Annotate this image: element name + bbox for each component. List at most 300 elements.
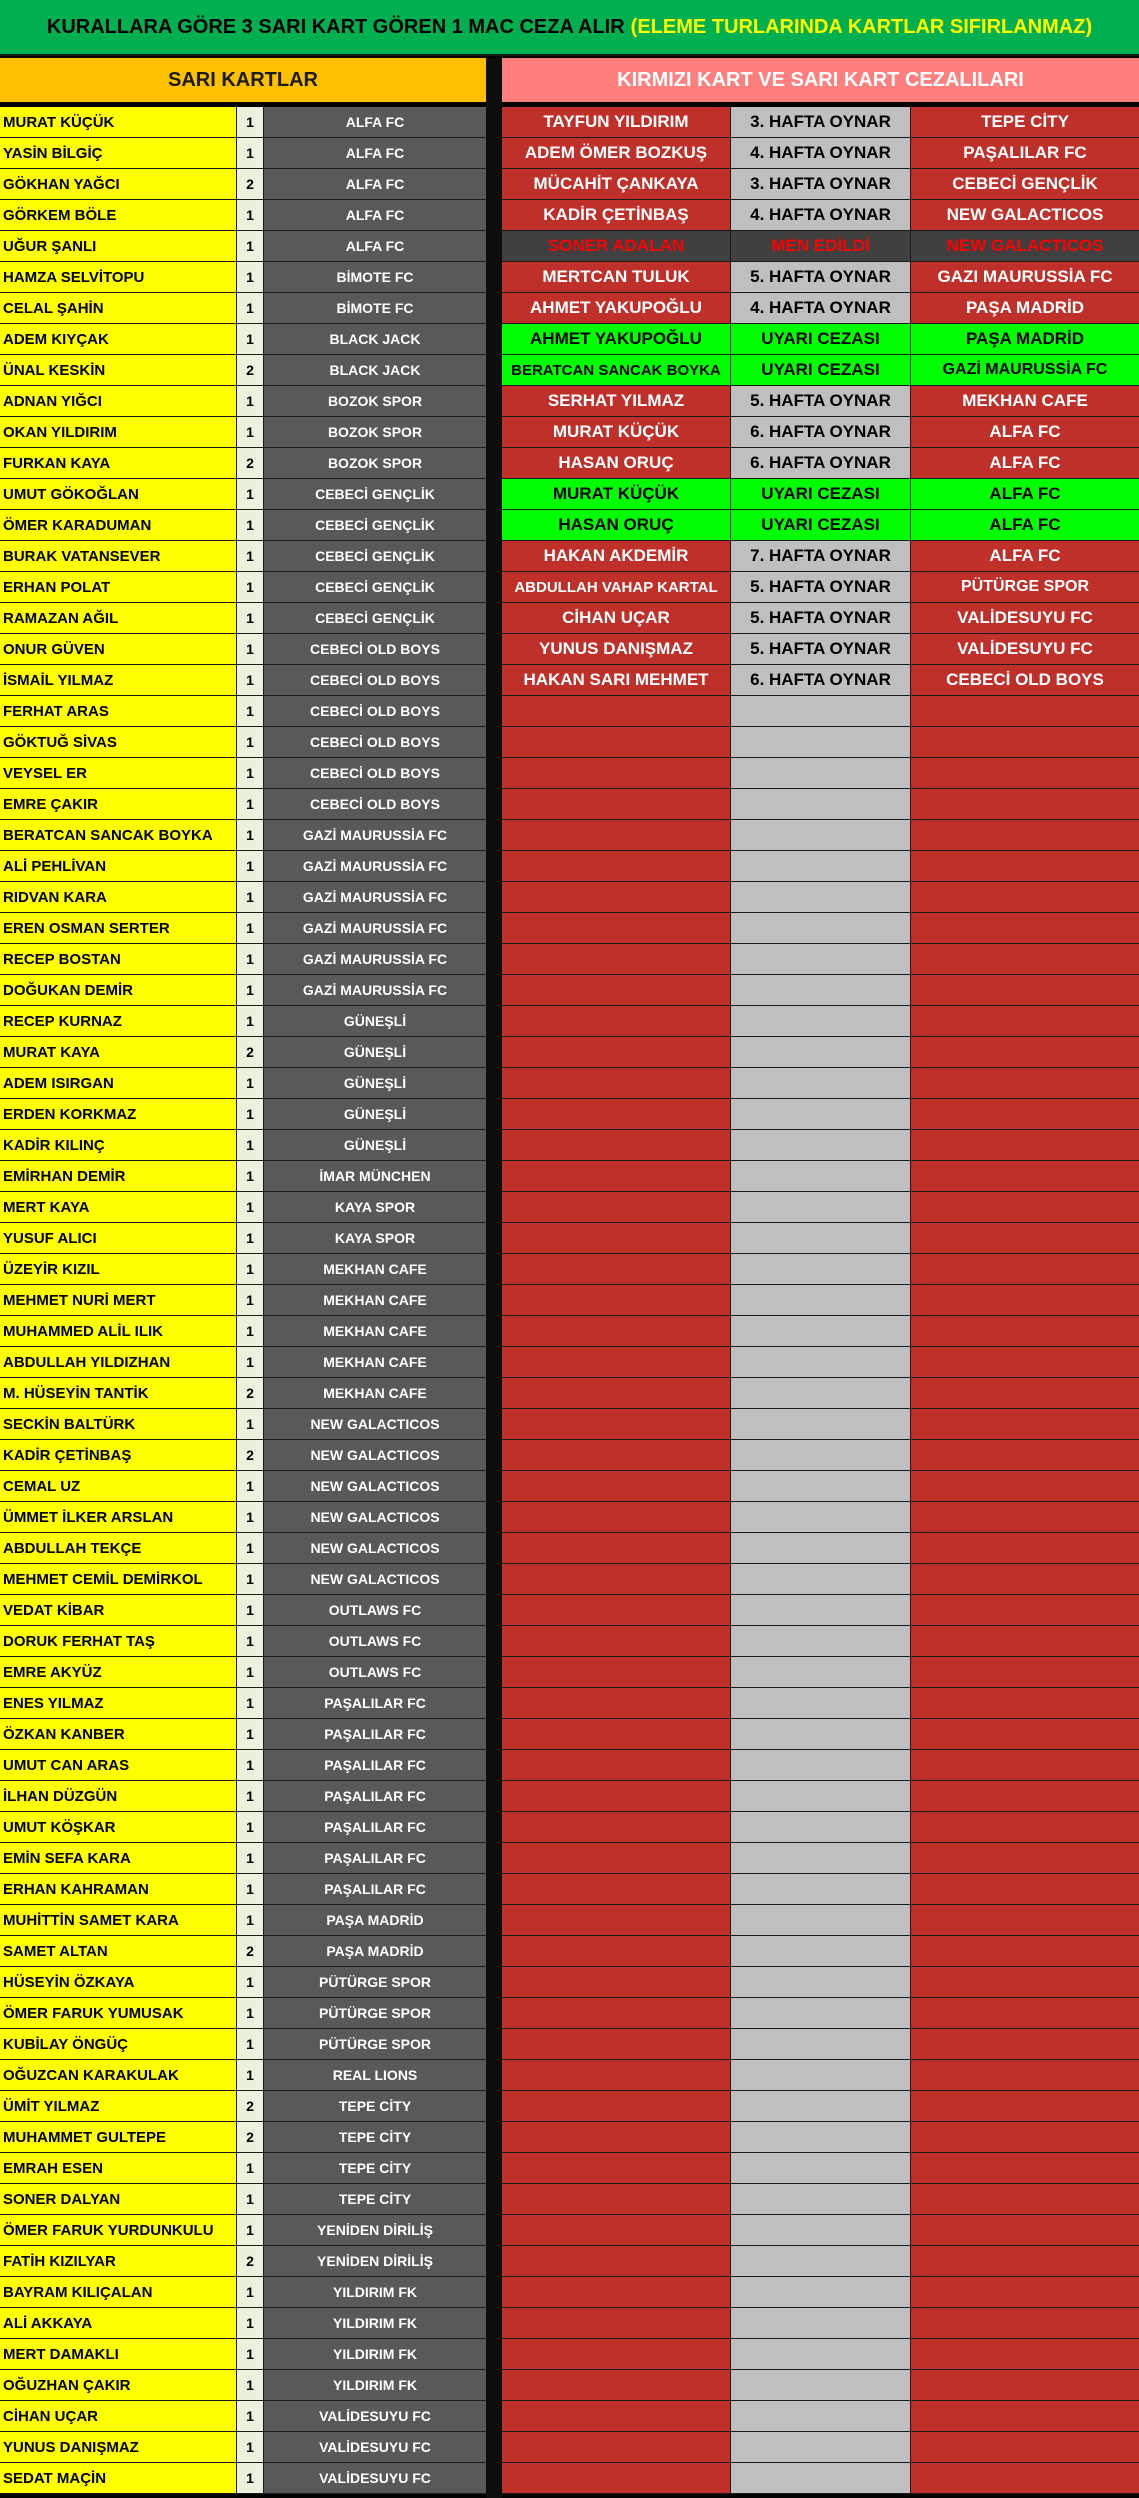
- card-count: 1: [237, 2184, 264, 2214]
- team-name: VALİDESUYU FC: [264, 2432, 486, 2462]
- player-name: ÖMER KARADUMAN: [0, 510, 237, 540]
- card-count: 1: [237, 386, 264, 416]
- player-name: MERT KAYA: [0, 1192, 237, 1222]
- card-count: 2: [237, 169, 264, 199]
- player-name: ÜMİT YILMAZ: [0, 2091, 237, 2121]
- player-name: FURKAN KAYA: [0, 448, 237, 478]
- team-name: PAŞA MADRİD: [264, 1905, 486, 1935]
- team-name: CEBECİ OLD BOYS: [264, 665, 486, 695]
- team-name: VALİDESUYU FC: [264, 2401, 486, 2431]
- empty-cell: [502, 820, 731, 850]
- card-count: 1: [237, 696, 264, 726]
- empty-cell: [731, 2184, 911, 2214]
- team-name: REAL LIONS: [264, 2060, 486, 2090]
- team-name: MEKHAN CAFE: [264, 1254, 486, 1284]
- empty-cell: [731, 789, 911, 819]
- penalized-team: PAŞALILAR FC: [911, 138, 1139, 168]
- empty-cell: [502, 1347, 731, 1377]
- empty-cell: [731, 1874, 911, 1904]
- yellow-card-row: [0, 1936, 486, 1967]
- empty-cell: [911, 1223, 1139, 1253]
- empty-cell: [911, 2432, 1139, 2462]
- empty-cell: [502, 1564, 731, 1594]
- player-name: ALİ PEHLİVAN: [0, 851, 237, 881]
- penalized-player: MÜCAHİT ÇANKAYA: [502, 169, 731, 199]
- card-count: 2: [237, 1037, 264, 1067]
- team-name: ALFA FC: [264, 107, 486, 137]
- card-count: 2: [237, 1378, 264, 1408]
- penalized-team: ALFA FC: [911, 541, 1139, 571]
- empty-cell: [731, 851, 911, 881]
- card-count: 1: [237, 944, 264, 974]
- player-name: GÖKHAN YAĞCI: [0, 169, 237, 199]
- empty-cell: [911, 1905, 1139, 1935]
- empty-cell: [502, 1657, 731, 1687]
- yellow-card-row: [0, 820, 486, 851]
- player-name: ADNAN YIĞCI: [0, 386, 237, 416]
- yellow-card-row: [0, 603, 486, 634]
- player-name: SAMET ALTAN: [0, 1936, 237, 1966]
- penalty-empty-row: [502, 2122, 1139, 2153]
- card-count: 1: [237, 200, 264, 230]
- penalized-player: HASAN ORUÇ: [502, 510, 731, 540]
- penalty-empty-row: [502, 1626, 1139, 1657]
- yellow-card-row: [0, 1130, 486, 1161]
- player-name: ADEM ISIRGAN: [0, 1068, 237, 1098]
- empty-cell: [731, 2153, 911, 2183]
- card-count: 1: [237, 1161, 264, 1191]
- card-count: 1: [237, 1998, 264, 2028]
- empty-cell: [502, 1905, 731, 1935]
- yellow-card-row: [0, 572, 486, 603]
- title-main: KURALLARA GÖRE 3 SARI KART GÖREN 1 MAC CEZA ALIR: [46, 15, 625, 38]
- empty-cell: [502, 1595, 731, 1625]
- empty-cell: [911, 975, 1139, 1005]
- empty-cell: [911, 1316, 1139, 1346]
- empty-cell: [502, 1502, 731, 1532]
- player-name: ÖZKAN KANBER: [0, 1719, 237, 1749]
- empty-cell: [502, 975, 731, 1005]
- yellow-card-row: [0, 510, 486, 541]
- player-name: MEHMET CEMİL DEMİRKOL: [0, 1564, 237, 1594]
- penalized-team: MEKHAN CAFE: [911, 386, 1139, 416]
- penalized-player: AHMET YAKUPOĞLU: [502, 324, 731, 354]
- card-count: 1: [237, 975, 264, 1005]
- player-name: OKAN YILDIRIM: [0, 417, 237, 447]
- empty-cell: [731, 1595, 911, 1625]
- yellow-card-row: [0, 665, 486, 696]
- card-count: 2: [237, 2246, 264, 2276]
- penalty-empty-row: [502, 1843, 1139, 1874]
- player-name: ÖMER FARUK YURDUNKULU: [0, 2215, 237, 2245]
- penalized-player: HASAN ORUÇ: [502, 448, 731, 478]
- player-name: DOĞUKAN DEMİR: [0, 975, 237, 1005]
- team-name: TEPE CİTY: [264, 2184, 486, 2214]
- penalty-empty-row: [502, 2308, 1139, 2339]
- empty-cell: [911, 2122, 1139, 2152]
- team-name: VALİDESUYU FC: [264, 2463, 486, 2493]
- team-name: TEPE CİTY: [264, 2091, 486, 2121]
- penalty-row: [502, 138, 1139, 169]
- card-count: 1: [237, 913, 264, 943]
- empty-cell: [502, 1471, 731, 1501]
- empty-cell: [911, 1657, 1139, 1687]
- team-name: GAZİ MAURUSSİA FC: [264, 975, 486, 1005]
- empty-cell: [731, 1998, 911, 2028]
- player-name: MURAT KÜÇÜK: [0, 107, 237, 137]
- team-name: GÜNEŞLİ: [264, 1099, 486, 1129]
- team-name: CEBECİ GENÇLİK: [264, 603, 486, 633]
- empty-cell: [502, 2122, 731, 2152]
- yellow-card-row: [0, 2215, 486, 2246]
- yellow-card-row: [0, 727, 486, 758]
- team-name: GAZİ MAURUSSİA FC: [264, 820, 486, 850]
- penalized-player: MURAT KÜÇÜK: [502, 417, 731, 447]
- card-count: 1: [237, 727, 264, 757]
- yellow-card-row: [0, 1688, 486, 1719]
- team-name: BLACK JACK: [264, 324, 486, 354]
- team-name: İMAR MÜNCHEN: [264, 1161, 486, 1191]
- empty-cell: [502, 1781, 731, 1811]
- team-name: PAŞALILAR FC: [264, 1781, 486, 1811]
- empty-cell: [502, 696, 731, 726]
- team-name: PAŞALILAR FC: [264, 1874, 486, 1904]
- yellow-card-row: [0, 231, 486, 262]
- penalized-team: PAŞA MADRİD: [911, 293, 1139, 323]
- yellow-card-row: [0, 1657, 486, 1688]
- empty-cell: [502, 2153, 731, 2183]
- empty-cell: [502, 2277, 731, 2307]
- player-name: EREN OSMAN SERTER: [0, 913, 237, 943]
- card-count: 1: [237, 2153, 264, 2183]
- empty-cell: [731, 1223, 911, 1253]
- team-name: ALFA FC: [264, 138, 486, 168]
- empty-cell: [731, 727, 911, 757]
- empty-cell: [731, 1812, 911, 1842]
- empty-cell: [731, 2308, 911, 2338]
- penalty-empty-row: [502, 1905, 1139, 1936]
- empty-cell: [731, 1967, 911, 1997]
- yellow-card-row: [0, 200, 486, 231]
- team-name: PÜTÜRGE SPOR: [264, 1998, 486, 2028]
- penalized-team: PAŞA MADRİD: [911, 324, 1139, 354]
- team-name: KAYA SPOR: [264, 1223, 486, 1253]
- team-name: NEW GALACTICOS: [264, 1471, 486, 1501]
- card-count: 1: [237, 1254, 264, 1284]
- empty-cell: [731, 1657, 911, 1687]
- yellow-card-row: [0, 1533, 486, 1564]
- team-name: YENİDEN DİRİLİŞ: [264, 2246, 486, 2276]
- player-name: EMRE AKYÜZ: [0, 1657, 237, 1687]
- yellow-card-row: [0, 789, 486, 820]
- empty-cell: [502, 1161, 731, 1191]
- empty-cell: [502, 944, 731, 974]
- team-name: PÜTÜRGE SPOR: [264, 2029, 486, 2059]
- penalty-status: UYARI CEZASI: [731, 479, 911, 509]
- player-name: BAYRAM KILIÇALAN: [0, 2277, 237, 2307]
- penalty-status: UYARI CEZASI: [731, 324, 911, 354]
- penalty-status: 6. HAFTA OYNAR: [731, 417, 911, 447]
- player-name: HAMZA SELVİTOPU: [0, 262, 237, 292]
- team-name: BOZOK SPOR: [264, 386, 486, 416]
- empty-cell: [502, 1843, 731, 1873]
- penalty-row: [502, 665, 1139, 696]
- yellow-card-row: [0, 1874, 486, 1905]
- team-name: CEBECİ OLD BOYS: [264, 789, 486, 819]
- card-count: 1: [237, 2401, 264, 2431]
- empty-cell: [502, 758, 731, 788]
- empty-cell: [731, 2122, 911, 2152]
- penalty-empty-row: [502, 1254, 1139, 1285]
- penalty-empty-row: [502, 1874, 1139, 1905]
- card-count: 1: [237, 572, 264, 602]
- team-name: TEPE CİTY: [264, 2153, 486, 2183]
- player-name: ENES YILMAZ: [0, 1688, 237, 1718]
- penalty-status: UYARI CEZASI: [731, 510, 911, 540]
- empty-cell: [731, 1440, 911, 1470]
- yellow-card-row: [0, 1719, 486, 1750]
- penalized-team: GAZİ MAURUSSİA FC: [911, 355, 1139, 385]
- yellow-card-row: [0, 2246, 486, 2277]
- team-name: CEBECİ GENÇLİK: [264, 541, 486, 571]
- yellow-card-row: [0, 1564, 486, 1595]
- card-count: 1: [237, 1812, 264, 1842]
- penalty-status: 5. HAFTA OYNAR: [731, 386, 911, 416]
- empty-cell: [502, 2401, 731, 2431]
- penalty-status: UYARI CEZASI: [731, 355, 911, 385]
- player-name: SEDAT MAÇİN: [0, 2463, 237, 2493]
- empty-cell: [502, 2091, 731, 2121]
- empty-cell: [502, 2308, 731, 2338]
- player-name: MURAT KAYA: [0, 1037, 237, 1067]
- card-count: 1: [237, 1843, 264, 1873]
- empty-cell: [502, 882, 731, 912]
- card-count: 1: [237, 231, 264, 261]
- empty-cell: [911, 1781, 1139, 1811]
- empty-cell: [731, 1843, 911, 1873]
- team-name: GAZİ MAURUSSİA FC: [264, 944, 486, 974]
- empty-cell: [731, 2370, 911, 2400]
- team-name: GÜNEŞLİ: [264, 1068, 486, 1098]
- penalized-team: ALFA FC: [911, 417, 1139, 447]
- empty-cell: [502, 1812, 731, 1842]
- team-name: BİMOTE FC: [264, 293, 486, 323]
- card-count: 1: [237, 2463, 264, 2493]
- empty-cell: [911, 1812, 1139, 1842]
- team-name: CEBECİ OLD BOYS: [264, 727, 486, 757]
- yellow-card-row: [0, 138, 486, 169]
- team-name: BLACK JACK: [264, 355, 486, 385]
- empty-cell: [731, 1068, 911, 1098]
- yellow-card-row: [0, 1626, 486, 1657]
- penalty-empty-row: [502, 1316, 1139, 1347]
- card-count: 1: [237, 1099, 264, 1129]
- empty-cell: [731, 2463, 911, 2493]
- penalty-empty-row: [502, 2339, 1139, 2370]
- yellow-card-row: [0, 1285, 486, 1316]
- player-name: ERHAN POLAT: [0, 572, 237, 602]
- yellow-card-row: [0, 1223, 486, 1254]
- card-count: 1: [237, 2215, 264, 2245]
- player-name: ÜMMET İLKER ARSLAN: [0, 1502, 237, 1532]
- penalty-empty-row: [502, 1595, 1139, 1626]
- empty-cell: [502, 1874, 731, 1904]
- empty-cell: [911, 2184, 1139, 2214]
- yellow-card-row: [0, 1006, 486, 1037]
- penalty-empty-row: [502, 789, 1139, 820]
- card-count: 1: [237, 107, 264, 137]
- empty-cell: [731, 1626, 911, 1656]
- empty-cell: [911, 1440, 1139, 1470]
- empty-cell: [911, 1130, 1139, 1160]
- penalty-empty-row: [502, 1037, 1139, 1068]
- penalty-status: 4. HAFTA OYNAR: [731, 200, 911, 230]
- empty-cell: [502, 1254, 731, 1284]
- column-divider: [486, 58, 502, 2498]
- penalty-status: 4. HAFTA OYNAR: [731, 138, 911, 168]
- yellow-card-row: [0, 696, 486, 727]
- player-name: RECEP KURNAZ: [0, 1006, 237, 1036]
- penalty-empty-row: [502, 1130, 1139, 1161]
- empty-cell: [731, 2029, 911, 2059]
- empty-cell: [911, 2060, 1139, 2090]
- penalized-team: TEPE CİTY: [911, 107, 1139, 137]
- team-name: GAZİ MAURUSSİA FC: [264, 882, 486, 912]
- player-name: YUNUS DANIŞMAZ: [0, 2432, 237, 2462]
- penalty-empty-row: [502, 913, 1139, 944]
- yellow-card-row: [0, 758, 486, 789]
- penalty-empty-row: [502, 1657, 1139, 1688]
- penalized-team: GAZI MAURUSSİA FC: [911, 262, 1139, 292]
- penalty-empty-row: [502, 882, 1139, 913]
- empty-cell: [911, 1843, 1139, 1873]
- penalty-empty-row: [502, 1192, 1139, 1223]
- penalized-team: VALİDESUYU FC: [911, 634, 1139, 664]
- empty-cell: [502, 789, 731, 819]
- team-name: GAZİ MAURUSSİA FC: [264, 913, 486, 943]
- card-count: 2: [237, 1440, 264, 1470]
- team-name: PAŞALILAR FC: [264, 1843, 486, 1873]
- player-name: FERHAT ARAS: [0, 696, 237, 726]
- penalty-empty-row: [502, 1471, 1139, 1502]
- empty-cell: [502, 1006, 731, 1036]
- player-name: ABDULLAH TEKÇE: [0, 1533, 237, 1563]
- penalized-player: KADİR ÇETİNBAŞ: [502, 200, 731, 230]
- empty-cell: [731, 1502, 911, 1532]
- empty-cell: [502, 1378, 731, 1408]
- team-name: OUTLAWS FC: [264, 1595, 486, 1625]
- yellow-card-row: [0, 448, 486, 479]
- player-name: ÖMER FARUK YUMUSAK: [0, 1998, 237, 2028]
- penalty-row: [502, 355, 1139, 386]
- empty-cell: [502, 727, 731, 757]
- penalty-empty-row: [502, 1688, 1139, 1719]
- empty-cell: [911, 944, 1139, 974]
- player-name: BURAK VATANSEVER: [0, 541, 237, 571]
- empty-cell: [731, 1781, 911, 1811]
- team-name: CEBECİ GENÇLİK: [264, 510, 486, 540]
- penalty-empty-row: [502, 1812, 1139, 1843]
- card-count: 1: [237, 1967, 264, 1997]
- penalty-row: [502, 603, 1139, 634]
- penalty-row: [502, 262, 1139, 293]
- team-name: PAŞALILAR FC: [264, 1812, 486, 1842]
- penalized-player: HAKAN AKDEMİR: [502, 541, 731, 571]
- yellow-card-row: [0, 1502, 486, 1533]
- empty-cell: [502, 2029, 731, 2059]
- yellow-card-row: [0, 634, 486, 665]
- player-name: EMİRHAN DEMİR: [0, 1161, 237, 1191]
- yellow-card-row: [0, 2029, 486, 2060]
- empty-cell: [502, 1130, 731, 1160]
- empty-cell: [911, 1037, 1139, 1067]
- team-name: CEBECİ OLD BOYS: [264, 696, 486, 726]
- player-name: DORUK FERHAT TAŞ: [0, 1626, 237, 1656]
- empty-cell: [731, 1192, 911, 1222]
- card-count: 1: [237, 1471, 264, 1501]
- penalized-team: ALFA FC: [911, 510, 1139, 540]
- penalty-row: [502, 541, 1139, 572]
- card-count: 1: [237, 479, 264, 509]
- yellow-card-row: [0, 541, 486, 572]
- player-name: UMUT KÖŞKAR: [0, 1812, 237, 1842]
- penalties-header: KIRMIZI KART VE SARI KART CEZALILARI: [502, 58, 1139, 102]
- team-name: MEKHAN CAFE: [264, 1316, 486, 1346]
- penalty-row: [502, 417, 1139, 448]
- card-count: 1: [237, 1347, 264, 1377]
- player-name: ÜNAL KESKİN: [0, 355, 237, 385]
- empty-cell: [911, 2339, 1139, 2369]
- yellow-card-row: [0, 1347, 486, 1378]
- player-name: SECKİN BALTÜRK: [0, 1409, 237, 1439]
- card-count: 1: [237, 1502, 264, 1532]
- empty-cell: [911, 1068, 1139, 1098]
- penalized-team: PÜTÜRGE SPOR: [911, 572, 1139, 602]
- card-count: 2: [237, 355, 264, 385]
- card-count: 1: [237, 262, 264, 292]
- player-name: RECEP BOSTAN: [0, 944, 237, 974]
- empty-cell: [731, 1285, 911, 1315]
- empty-cell: [911, 2370, 1139, 2400]
- penalized-team: ALFA FC: [911, 479, 1139, 509]
- empty-cell: [502, 2432, 731, 2462]
- penalty-empty-row: [502, 1378, 1139, 1409]
- penalty-empty-row: [502, 2153, 1139, 2184]
- empty-cell: [731, 2339, 911, 2369]
- yellow-card-row: [0, 2122, 486, 2153]
- team-name: PAŞALILAR FC: [264, 1750, 486, 1780]
- empty-cell: [731, 944, 911, 974]
- empty-cell: [911, 2029, 1139, 2059]
- penalty-empty-row: [502, 1223, 1139, 1254]
- team-name: ALFA FC: [264, 231, 486, 261]
- yellow-card-row: [0, 1099, 486, 1130]
- penalty-row: [502, 634, 1139, 665]
- empty-cell: [731, 1099, 911, 1129]
- empty-cell: [731, 1409, 911, 1439]
- penalized-team: VALİDESUYU FC: [911, 603, 1139, 633]
- penalty-empty-row: [502, 2401, 1139, 2432]
- card-count: 1: [237, 417, 264, 447]
- empty-cell: [911, 2215, 1139, 2245]
- penalty-empty-row: [502, 1998, 1139, 2029]
- player-name: GÖKTUĞ SİVAS: [0, 727, 237, 757]
- empty-cell: [911, 1688, 1139, 1718]
- player-name: KADİR KILINÇ: [0, 1130, 237, 1160]
- penalized-player: ABDULLAH VAHAP KARTAL: [502, 572, 731, 602]
- player-name: UĞUR ŞANLI: [0, 231, 237, 261]
- penalty-row: [502, 169, 1139, 200]
